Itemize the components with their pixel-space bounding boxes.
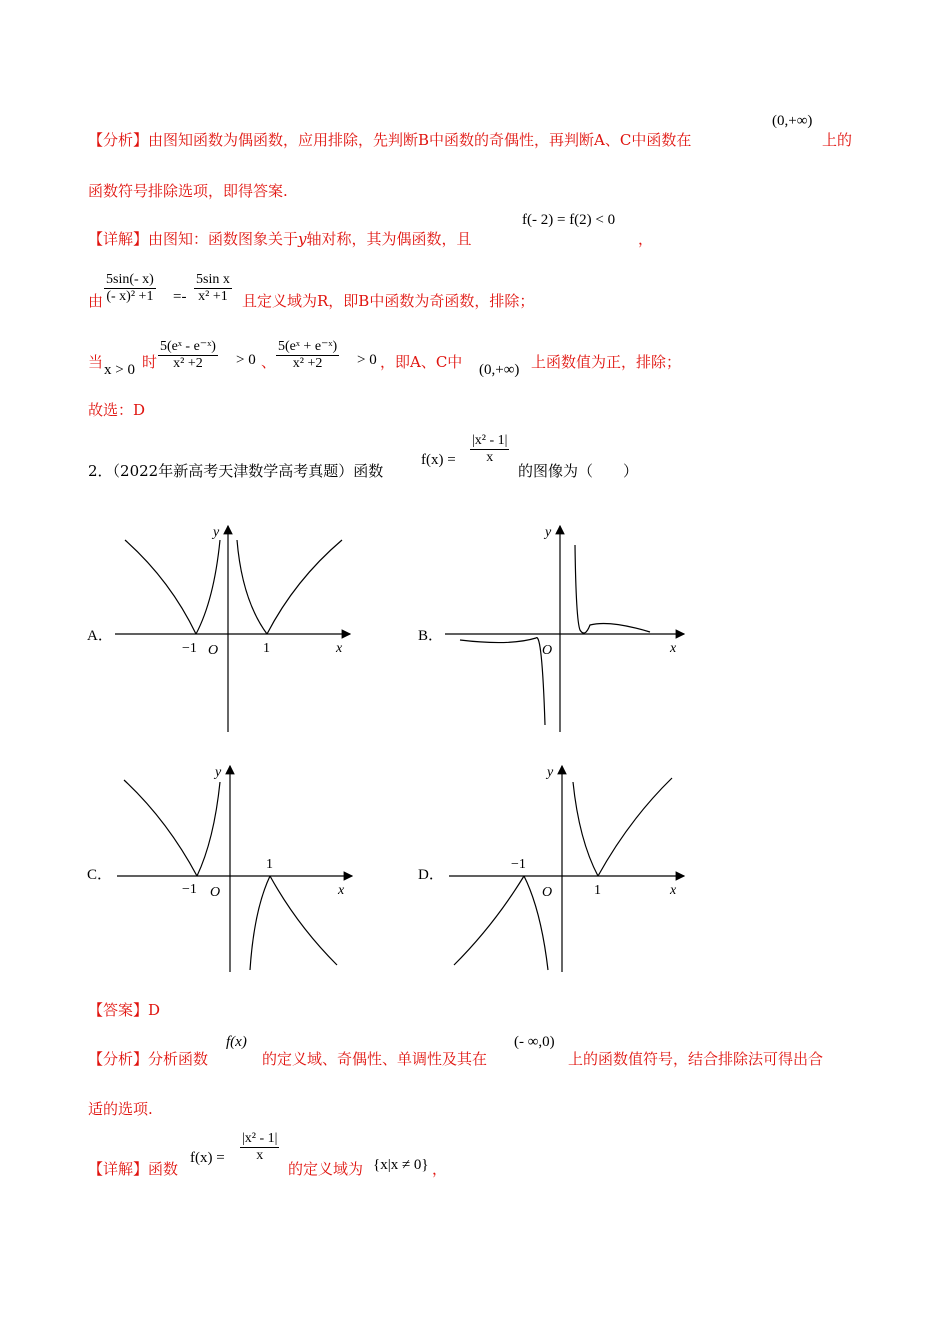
frac-num: 5(eˣ - e⁻ˣ) [160, 339, 216, 354]
question-number: 2． [88, 462, 113, 480]
fraction-sin-neg [104, 272, 156, 305]
y-label: y [545, 525, 552, 540]
condition-x-positive: x > 0 [104, 362, 135, 378]
curve-right [267, 540, 342, 634]
question-source: （2022年新高考天津数学高考真题）函数 [112, 462, 384, 480]
detail2-fx: f(x) = [190, 1150, 225, 1166]
fraction-sin [194, 272, 232, 305]
question-fx: f(x) = [421, 452, 456, 468]
detail1-line3-text-a: ，即A、C中 [380, 353, 463, 371]
analysis1-text-a: 由图知函数为偶函数，应用排除，先判断B中函数的奇偶性，再判断A、C中函数在 [148, 131, 692, 149]
domain-set: {x|x ≠ 0} [373, 1157, 429, 1173]
detail1-text-b: 轴对称，其为偶函数，且 [306, 230, 472, 248]
interval-math: (0,+∞) [772, 113, 813, 129]
var-y: y [298, 230, 307, 248]
separator: 、 [261, 353, 277, 371]
interval-neg-inf: (- ∞,0) [514, 1034, 555, 1050]
answer-value: D [148, 1001, 161, 1019]
comma: ， [638, 230, 654, 248]
curve-left [454, 876, 524, 965]
x-label: x [336, 641, 343, 656]
when-label: 当 [88, 353, 104, 371]
answer-tag: 【答案】 [88, 1001, 149, 1019]
detail1-text-a: 由图知：函数图象关于 [148, 230, 299, 248]
detail2-comma: ， [432, 1160, 448, 1178]
y-label: y [215, 765, 222, 780]
curve-center-left [196, 540, 220, 634]
analysis1-line1 [88, 130, 691, 150]
analysis-tag: 【分析】 [88, 1050, 149, 1068]
frac-den: x² +2 [292, 356, 323, 371]
detail2-text-a: 函数 [148, 1160, 179, 1178]
y-label: y [213, 525, 220, 540]
analysis1-line2: 函数符号排除选项，即得答案. [88, 182, 288, 200]
tick-1: 1 [594, 883, 601, 898]
tick-neg1: −1 [182, 882, 197, 897]
curve-left [125, 540, 196, 634]
analysis2-text-b: 的定义域、奇偶性、单调性及其在 [262, 1050, 488, 1068]
frac-num: 5sin x [196, 272, 230, 287]
analysis1-text-b: 上的 [822, 131, 853, 149]
conclusion: 故选：D [88, 401, 146, 419]
graph-b [440, 520, 690, 740]
option-a-label: A． [87, 628, 113, 644]
answer-line [88, 1000, 160, 1020]
analysis2-text-d: 适的选项. [88, 1100, 153, 1118]
tick-neg1: −1 [182, 641, 197, 656]
curve-center-left [197, 782, 220, 876]
question2-text [88, 461, 383, 481]
curve-center-right [237, 540, 267, 634]
graph-a [110, 520, 360, 740]
frac-num: 5(eˣ + e⁻ˣ) [278, 339, 338, 354]
gt-zero-a: > 0 [236, 352, 256, 368]
option-c-label: C． [87, 867, 113, 883]
curve-center-right [250, 876, 270, 970]
equals-neg: =- [173, 289, 187, 305]
question-fraction [470, 433, 509, 466]
fraction-exp-diff [158, 338, 218, 372]
detail-tag: 【详解】 [88, 230, 149, 248]
detail1-line1 [88, 229, 472, 249]
frac-den: x [486, 450, 494, 465]
time-label: 时 [142, 353, 158, 371]
analysis2-text-c: 上的函数值符号，结合排除法可得出合 [568, 1050, 824, 1068]
frac-den: (- x)² +1 [106, 289, 154, 304]
fraction-exp-sum [276, 338, 339, 372]
interval-math-2: (0,+∞) [479, 362, 520, 378]
curve-right [598, 778, 672, 876]
f-inequality: f(- 2) = f(2) < 0 [522, 212, 616, 228]
detail2-fraction [240, 1131, 279, 1164]
origin-label: O [542, 885, 553, 900]
frac-den: x² +2 [173, 356, 203, 371]
y-label: y [547, 765, 554, 780]
option-d-label: D． [418, 867, 444, 883]
question-tail: 的图像为（ ） [518, 462, 639, 480]
x-label: x [670, 641, 677, 656]
frac-num: |x² - 1| [242, 1131, 278, 1146]
origin-label: O [210, 885, 221, 900]
frac-den: x² +1 [198, 289, 228, 304]
analysis2-line1 [88, 1049, 208, 1069]
detail1-line2-text: 且定义域为R，即B中函数为奇函数，排除； [242, 292, 535, 310]
detail-tag: 【详解】 [88, 1160, 149, 1178]
graph-d [444, 760, 690, 975]
curve-right [575, 545, 650, 633]
frac-num: |x² - 1| [472, 433, 508, 448]
frac-num: 5sin(- x) [106, 272, 154, 287]
detail1-prefix: 由 [88, 292, 104, 310]
option-b-label: B． [418, 628, 444, 644]
origin-label: O [208, 643, 219, 658]
detail2-text-b: 的定义域为 [288, 1160, 364, 1178]
detail2-line1 [88, 1159, 178, 1179]
analysis2-text-a: 分析函数 [148, 1050, 209, 1068]
curve-left [124, 780, 197, 876]
graph-c [112, 760, 362, 975]
curve-center-right [573, 782, 598, 876]
analysis-tag: 【分析】 [88, 131, 149, 149]
detail1-line3-text-b: 上函数值为正，排除； [531, 353, 682, 371]
x-label: x [670, 883, 677, 898]
origin-label: O [542, 643, 553, 658]
tick-neg1: −1 [511, 857, 526, 872]
tick-1: 1 [263, 641, 270, 656]
curve-right [270, 876, 337, 965]
x-label: x [338, 883, 345, 898]
frac-den: x [256, 1148, 264, 1163]
fx-math: f(x) [226, 1034, 247, 1050]
tick-1: 1 [266, 857, 273, 872]
gt-zero-b: > 0 [357, 352, 377, 368]
curve-left [460, 638, 545, 725]
